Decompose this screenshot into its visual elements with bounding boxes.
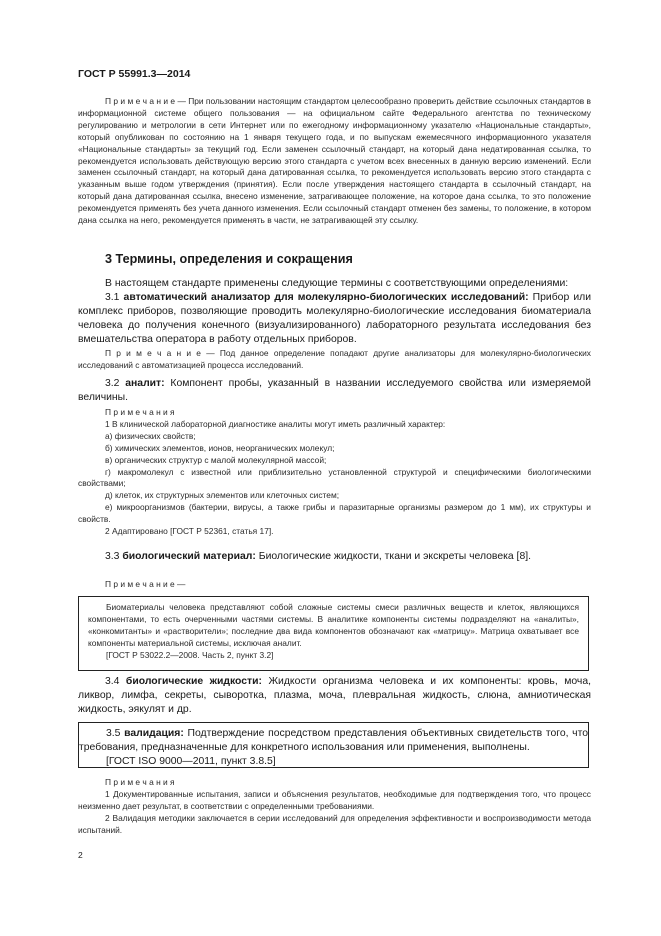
intro-text: В настоящем стандарте применены следующие термины с соответствующими определениями: <box>105 278 569 289</box>
term-definition: Биологические жидкости, ткани и экскреты человека [8]. <box>255 551 531 562</box>
term-3-2-notes <box>78 407 591 538</box>
term-3-5-notes <box>78 777 591 837</box>
note-item: 1 Документированные испытания, записи и объяснения результатов, необходимые для подтверждения того, что процесс неизменно дает результат, в соответствии с определенными требованиями. <box>78 788 591 811</box>
note-item: 1 В клинической лабораторной диагностике аналиты могут иметь различный характер: <box>105 418 446 429</box>
reference-note <box>78 96 591 227</box>
term-3-4 <box>78 675 591 717</box>
note-item: г) макромолекул с известной или приблизительно установленной структурой и специфическими биологическими свойствами; <box>78 466 591 489</box>
term-name: биологические жидкости: <box>125 676 262 687</box>
term-name: автоматический анализатор для молекулярно-биологических исследований: <box>123 292 529 303</box>
term-3-5-box <box>78 722 589 768</box>
note-item: 2 Валидация методики заключается в серии исследований для определения эффективности и воспроизводимости метода испытаний. <box>78 812 591 835</box>
term-3-3 <box>78 550 591 564</box>
term-3-2 <box>78 377 591 405</box>
term-number: 3.2 <box>105 378 126 389</box>
term-3-3-note-label <box>78 579 591 591</box>
term-number: 3.5 <box>106 728 125 739</box>
term-number: 3.3 <box>105 551 123 562</box>
note-item: б) химических элементов, ионов, неорганических молекул; <box>105 442 335 453</box>
section-title: 3 Термины, определения и сокращения <box>105 252 353 266</box>
note-text: — Под данное определение попадают другие анализаторы для молекулярно-биологических исследований с автоматизацией процесса исследований. <box>78 348 591 370</box>
notes-label: П р и м е ч а н и я <box>105 407 175 417</box>
note-item: 2 Адаптировано [ГОСТ Р 52361, статья 17]. <box>105 526 274 537</box>
term-name: валидация: <box>124 728 184 739</box>
term-definition: Подтверждение посредством представления объективных свидетельств того, что требования, предназначенные для конкретного использования или применения, выполнены. <box>79 728 588 753</box>
note-text: — При пользовании настоящим стандартом целесообразно проверить действие ссылочных стандартов в информационной системе общего пользования — на официальном сайте Федерального агентства по техническому регулированию и метрологии в сети Интернет или по ежегодному информационному указателю «Национальные стандарты», который опубликован по состоянию на 1 января текущего года, и по выпускам ежемесячного информационного указателя «Национальные стандарты» за текущий год. Если заменен ссылочный стандарт, на который дана недатированная ссылка, то рекомендуется использовать действующую версию этого стандарта с учетом всех внесенных в данную версию изменений. Если заменен ссылочный стандарт, на который дана датированная ссылка, то рекомендуется использовать версию этого стандарта с указанным выше годом утверждения (принятия). Если после утверждения настоящего стандарта в ссылочный стандарт, на который дана датированная ссылка, внесено изменение, затрагивающее положение, на которое дана ссылка, то это положение рекомендуется применять без учета данного изменения. Если ссылочный стандарт отменен без замены, то положение, в котором дана ссылка на него, рекомендуется применять в части, не затрагивающей эту ссылку. <box>78 96 592 226</box>
note-item: е) микроорганизмов (бактерии, вирусы, а также грибы и паразитарные организмы размером до 1 мм), их структуры и свойств. <box>78 502 591 525</box>
term-reference: [ГОСТ ISO 9000—2011, пункт 3.8.5] <box>106 756 276 767</box>
note-box-text: Биоматериалы человека представляют собой сложные системы смеси различных веществ и клеток, являющихся компонентами, то есть очерченными частями системы. В аналитике компоненты системы подразделяют на «аналиты», «конкомитанты» и «растворители»; последние два вида компонентов обозначают как «матрицу». Матрица охватывает все компоненты материальной системы, исключая аналит. <box>88 602 579 648</box>
term-3-1 <box>78 277 591 347</box>
term-3-1-note <box>78 348 591 372</box>
term-3-3-note-box <box>78 596 589 671</box>
note-label: П р и м е ч а н и е <box>105 348 201 358</box>
term-name: аналит: <box>125 378 165 389</box>
term-number: 3.1 <box>105 292 124 303</box>
note-box-reference: [ГОСТ Р 53022.2—2008. Часть 2, пункт 3.2] <box>106 649 274 660</box>
term-number: 3.4 <box>105 676 126 687</box>
note-item: д) клеток, их структурных элементов или клеточных систем; <box>105 490 340 501</box>
note-item: в) органических структур с малой молекулярной массой; <box>105 454 327 465</box>
document-header: ГОСТ Р 55991.3—2014 <box>78 68 191 80</box>
note-label: П р и м е ч а н и е <box>105 96 176 106</box>
term-name: биологический материал: <box>122 551 256 562</box>
term-definition: Жидкости организма человека и их компоненты: кровь, моча, ликвор, лимфа, секреты, сыворотка, плазма, моча, плевральная жидкость, слюна, амниотическая жидкость, эякулят и др. <box>78 676 591 715</box>
term-definition: Прибор или комплекс приборов, позволяющие проводить молекулярно-биологические исследования биоматериала человека до получения конечного (визуализированного) лабораторного результата исследования без вмешательства оператора в работу отдельных приборов. <box>78 292 592 345</box>
note-label: П р и м е ч а н и е — <box>105 579 186 589</box>
notes-label: П р и м е ч а н и я <box>105 777 175 787</box>
term-definition: Компонент пробы, указанный в названии исследуемого свойства или измеряемой величины. <box>78 378 591 403</box>
page-number: 2 <box>78 850 83 860</box>
note-item: а) физических свойств; <box>105 430 196 441</box>
